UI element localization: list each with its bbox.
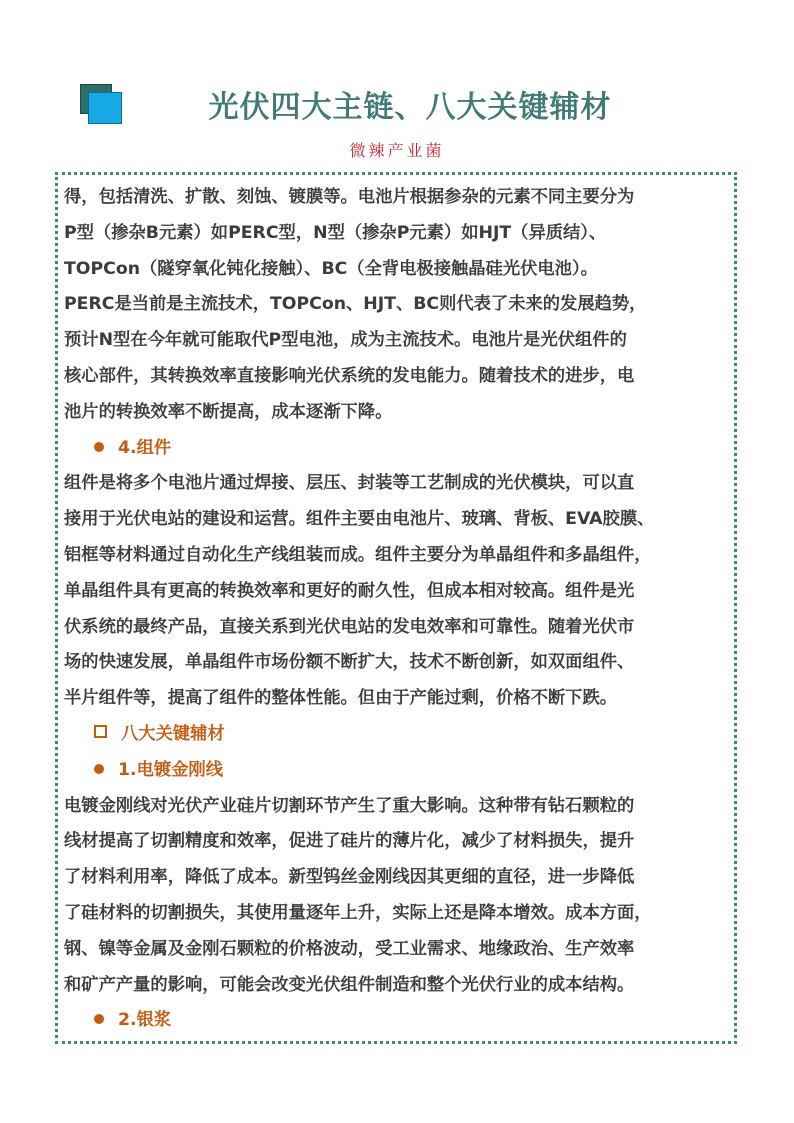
paragraph-line: 得，包括清洗、扩散、刻蚀、镀膜等。电池片根据参杂的元素不同主要分为: [64, 187, 635, 207]
paragraph-line: 单晶组件具有更高的转换效率和更好的耐久性，但成本相对较高。组件是光: [64, 580, 635, 601]
section-heading-auxiliary: [64, 717, 734, 753]
paragraph-line: 和矿产产量的影响，可能会改变光伏组件制造和整个光伏行业的成本结构。: [64, 974, 635, 995]
section-heading-text: 八大关键辅材: [121, 723, 225, 744]
bullet-dot-icon: [94, 1014, 104, 1024]
paragraph-line: TOPCon（隧穿氧化钝化接触）、BC（全背电极接触晶硅光伏电池）。: [64, 258, 598, 279]
section-heading-modules: [64, 431, 734, 467]
page-title: 光伏四大主链、八大关键辅材: [208, 90, 612, 125]
paragraph-line: 了硅材料的切割损失，其使用量逐年上升，实际上还是降本增效。成本方面，: [64, 902, 652, 923]
paragraph-line: P型（掺杂B元素）如PERC型，N型（掺杂P元素）如HJT（异质结）、: [64, 222, 607, 243]
paragraph-line: 钢、镍等金属及金刚石颗粒的价格波动，受工业需求、地缘政治、生产效率: [64, 938, 635, 959]
paragraph-line: 池片的转换效率不断提高，成本逐渐下降。: [64, 401, 393, 422]
section-heading-text: 4.组件: [118, 437, 172, 458]
paragraph-line: 接用于光伏电站的建设和运营。组件主要由电池片、玻璃、背板、EVA胶膜、: [64, 509, 655, 530]
paragraph-line: 预计N型在今年就可能取代P型电池，成为主流技术。电池片是光伏组件的: [64, 330, 627, 351]
logo-squares-icon: [80, 84, 124, 124]
paragraph-line: 电镀金刚线对光伏产业硅片切割环节产生了重大影响。这种带有钻石颗粒的: [64, 795, 635, 816]
paragraph-line: 核心部件，其转换效率直接影响光伏系统的发电能力。随着技术的进步，电: [64, 365, 635, 386]
bullet-dot-icon: [94, 442, 104, 452]
section-heading-diamond-wire: [64, 753, 734, 789]
bullet-square-icon: [94, 725, 107, 738]
logo-front-square: [88, 92, 122, 124]
paragraph-line: 半片组件等，提高了组件的整体性能。但由于产能过剩，价格不断下跌。: [64, 688, 618, 709]
paragraph-line: 伏系统的最终产品，直接关系到光伏电站的发电效率和可靠性。随着光伏市: [64, 616, 635, 637]
paragraph-line: 铝框等材料通过自动化生产线组装而成。组件主要分为单晶组件和多晶组件，: [64, 544, 652, 565]
section-heading-text: 2.银浆: [118, 1010, 172, 1031]
section-heading-text: 1.电镀金刚线: [118, 759, 223, 780]
bullet-dot-icon: [94, 764, 104, 774]
paragraph-line: PERC是当前是主流技术，TOPCon、HJT、BC则代表了未来的发展趋势，: [64, 294, 647, 315]
paragraph-line: 组件是将多个电池片通过焊接、层压、封装等工艺制成的光伏模块，可以直: [64, 473, 635, 494]
paragraph-line: 了材料利用率，降低了成本。新型钨丝金刚线因其更细的直径，进一步降低: [64, 867, 635, 888]
page-subtitle: 微辣产业菌: [349, 141, 445, 160]
paragraph-line: 场的快速发展，单晶组件市场份额不断扩大，技术不断创新，如双面组件、: [64, 652, 635, 673]
section-heading-silver-paste: [64, 1003, 734, 1039]
paragraph-line: 线材提高了切割精度和效率，促进了硅片的薄片化，减少了材料损失，提升: [64, 831, 635, 852]
article-body: [64, 180, 734, 1039]
